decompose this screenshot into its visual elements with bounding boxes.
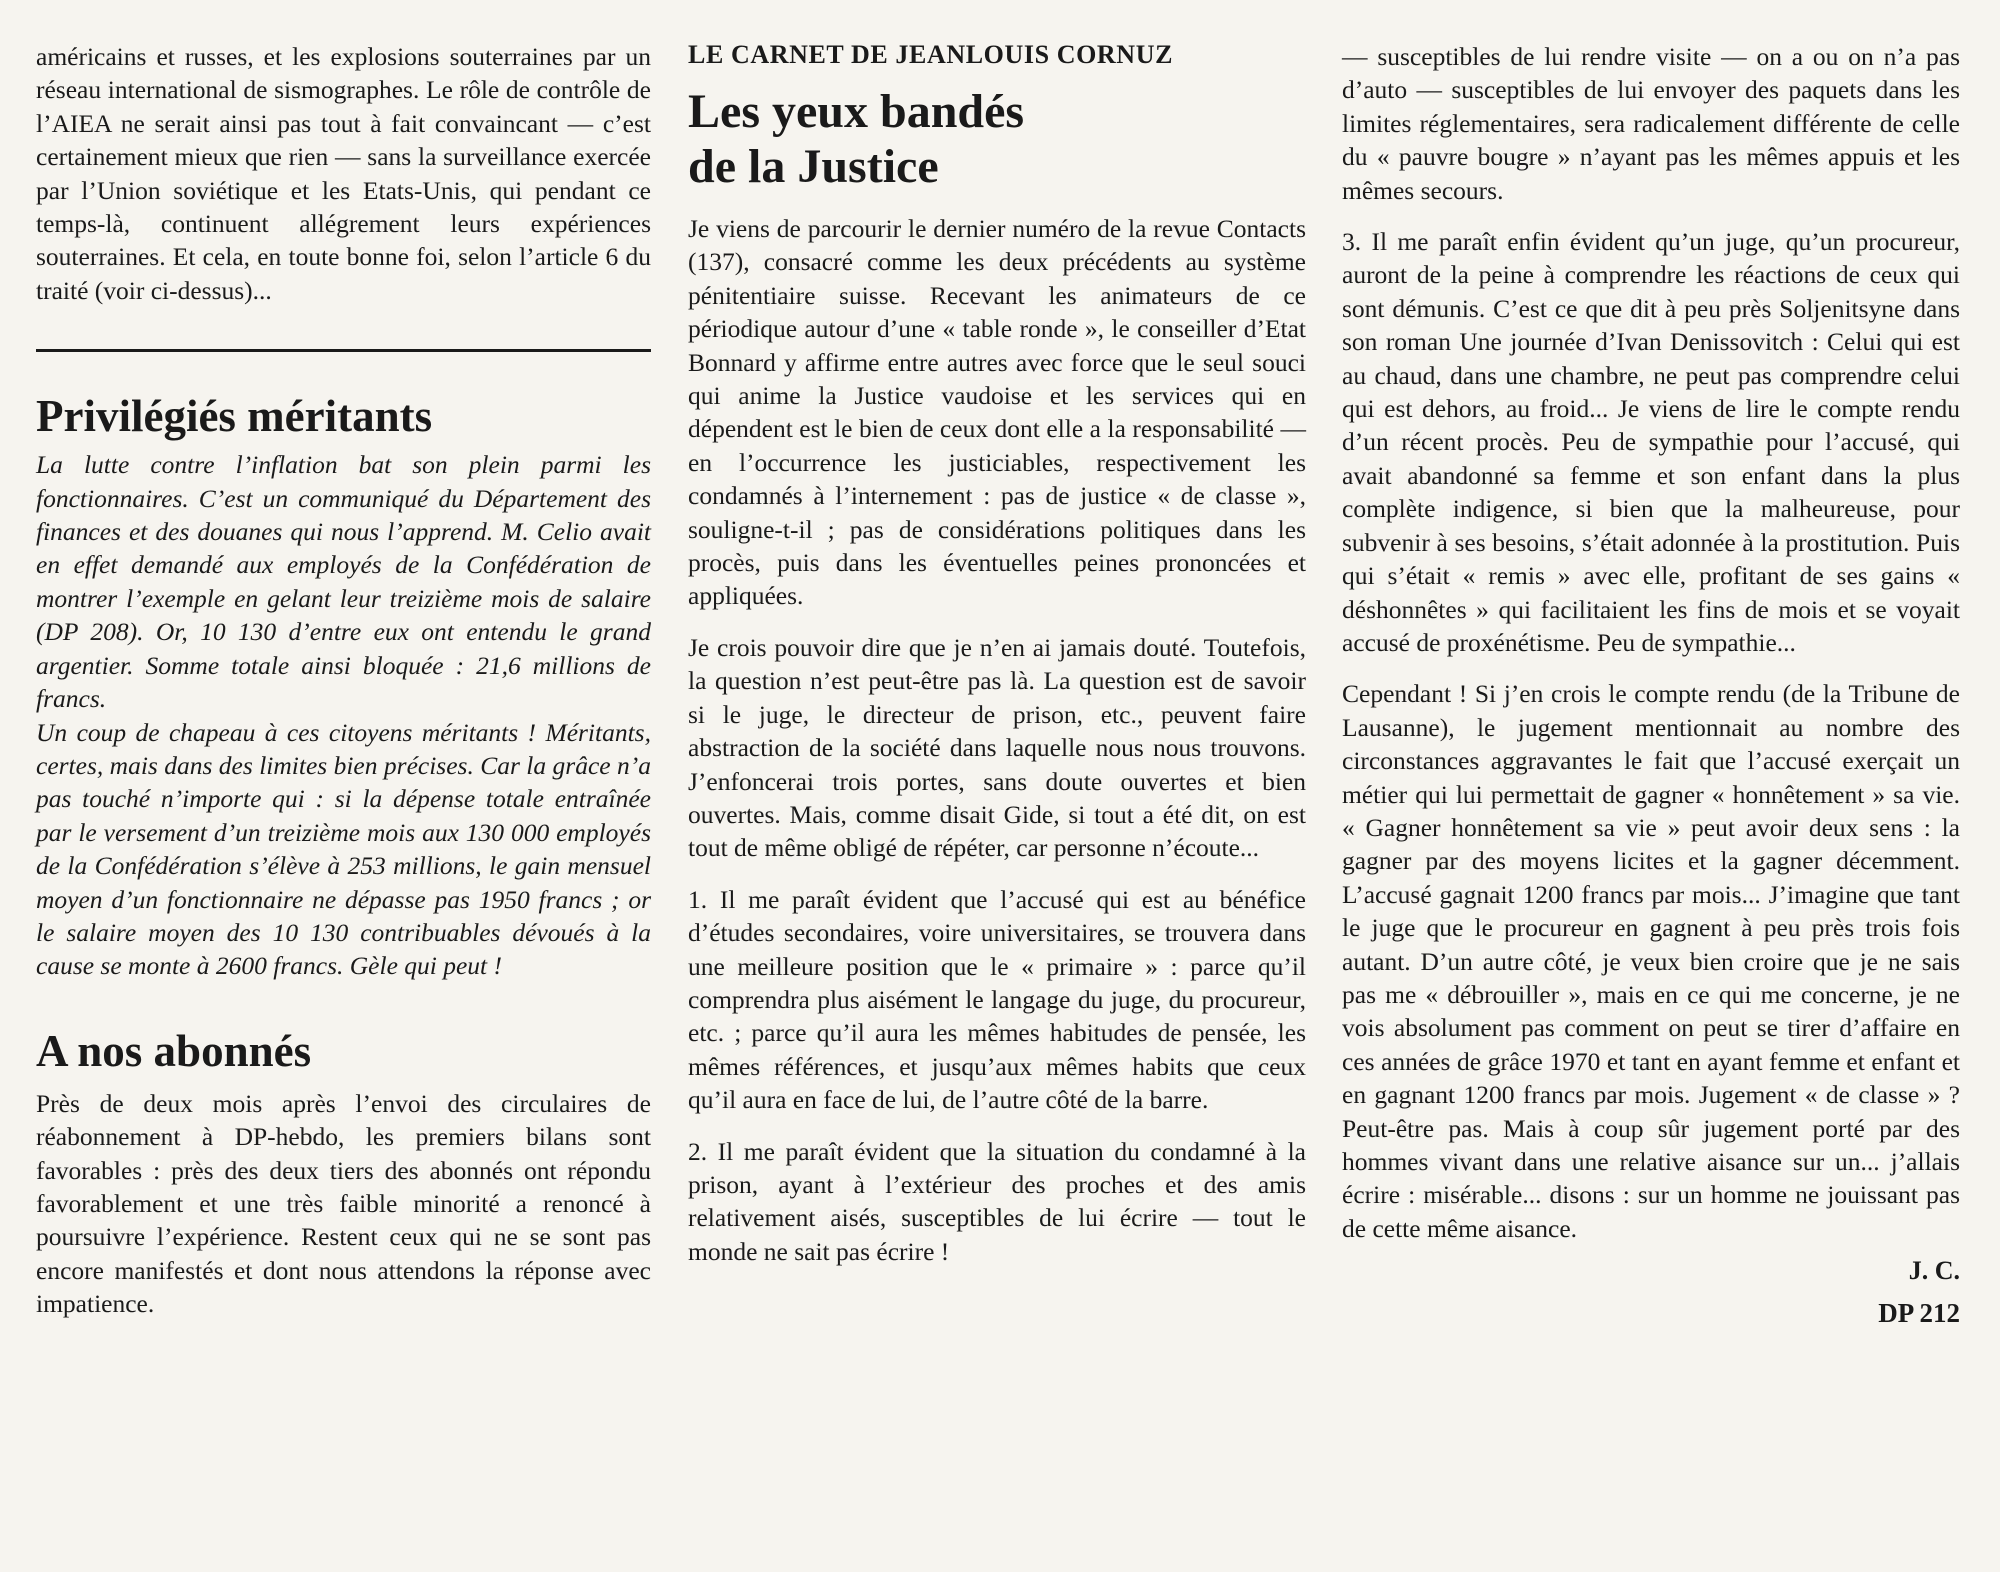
column-middle [688,40,1306,1268]
column-kicker: LE CARNET DE JEANLOUIS CORNUZ [688,40,1174,69]
article-paragraph-1: Je viens de parcourir le dernier numéro de la revue Contacts (137), consacré comme les deux précédents au système pénitentiaire suisse. Recevant les animateurs de ce périodique autour d’une « table ronde », le conseiller d’Etat Bonnard y affirme entre autres avec force que le seul souci qui anime la Justice vaudoise et les services qui en dépendent est le bien de ceux dont elle a la responsabilité — en l’occurrence les justiciables, respectivement les condamnés à l’internement : pas de justice « de classe », souligne-t-il ; pas de considérations politiques dans les procès, puis dans les éventuelles peines prononcées et appliquées. [688,214,1306,611]
column-right [1342,40,1960,1329]
issue-folio: DP 212 [1878,1298,1960,1329]
privileges-heading: Privilégiés méritants [36,391,433,442]
article-title-line-1: Les yeux bandés [688,85,1025,138]
article-paragraph-4: 2. Il me paraît évident que la situation du condamné à la prison, ayant à l’extérieur des proches et des amis relativement aisés, susceptibles de lui écrire — tout le monde ne sait pas écrire ! [688,1136,1306,1266]
article-paragraph-2: Je crois pouvoir dire que je n’en ai jamais douté. Toutefois, la question n’est peut-être pas là. La question est de savoir si le juge, le directeur de prison, etc., peuvent faire abstraction de la société dans laquelle nous nous trouvons. J’enfoncerai trois portes, sans doute ouvertes et bien ouvertes. Mais, comme disait Gide, si tout a été dit, on est tout de même obligé de répéter, car personne n’écoute... [688,632,1306,863]
subscribers-paragraph: Près de deux mois après l’envoi des circulaires de réabonnement à DP-hebdo, les premiers bilans sont favorables : près des deux tiers des abonnés ont répondu favorablement et une très faible minorité a renoncé à poursuivre l’expérience. Restent ceux qui ne se sont pas encore manifestés et dont nous attendons la réponse avec impatience. [36,1088,651,1319]
article-paragraph-5: — susceptibles de lui rendre visite — on a ou on n’a pas d’auto — susceptibles de lui envoyer des paquets dans les limites réglementaires, sera radicalement différente de celle du « pauvre bougre » n’ayant pas les mêmes appuis et les mêmes secours. [1342,42,1960,205]
privileges-paragraph-2: Un coup de chapeau à ces citoyens méritants ! Méritants, certes, mais dans des limites bien précises. Car la grâce n’a pas touché n’importe qui : si la dépense totale entraînée par le versement d’un treizième mois aux 130 000 employés de la Confédération s’élève à 253 millions, le gain mensuel moyen d’un fonctionnaire ne dépasse pas 1950 francs ; or le salaire moyen des 10 130 contribuables dévoués à la cause se monte à 2600 francs. Gèle qui peut ! [36,717,651,981]
article-paragraph-3: 1. Il me paraît évident que l’accusé qui est au bénéfice d’études secondaires, voire universitaires, se trouvera dans une meilleure position que le « primaire » : parce qu’il comprendra plus aisément le langage du juge, du procureur, etc. ; parce qu’il aura les mêmes habitudes de pensée, les mêmes références, et jusqu’aux mêmes habits que ceux qu’il aura en face de lui, de l’autre côté de la barre. [688,884,1306,1115]
author-signature: J. C. [1908,1256,1960,1286]
privileges-paragraph-1: La lutte contre l’inflation bat son plein parmi les fonctionnaires. C’est un communiqué du Département des finances et des douanes qui nous l’apprend. M. Celio avait en effet demandé aux employés de la Confédération de montrer l’exemple en gelant leur treizième mois de salaire (DP 208). Or, 10 130 d’entre eux ont entendu le grand argentier. Somme totale ainsi bloquée : 21,6 millions de francs. [36,450,651,714]
section-divider [36,349,651,352]
article-paragraph-6: 3. Il me paraît enfin évident qu’un juge, qu’un procureur, auront de la peine à comprendre les réactions de ceux qui sont démunis. C’est ce que dit à peu près Soljenitsyne dans son roman Une journée d’Ivan Denissovitch : Celui qui est au chaud, dans une chambre, ne peut pas comprendre celui qui est dehors, au froid... Je viens de lire le compte rendu d’un récent procès. Peu de sympathie pour l’accusé, qui avait abandonné sa femme et son enfant dans la plus complète indigence, si bien que la malheureuse, pour subvenir à ses besoins, s’était adonnée à la prostitution. Puis qui s’était « remis » avec elle, profitant de ses gains « déshonnêtes » qui facilitaient les fins de mois et se voyait accusé de proxénétisme. Peu de sympathie... [1342,227,1960,657]
article-paragraph-7: Cependant ! Si j’en crois le compte rendu (de la Tribune de Lausanne), le jugement mentionnait au nombre des circonstances aggravantes le fait que l’accusé exerçait un métier qui lui permettait de gagner « honnêtement » sa vie. « Gagner honnêtement sa vie » peut avoir deux sens : la gagner par des moyens licites et la gagner décemment. L’accusé gagnait 1200 francs par mois... J’imagine que tant le juge que le procureur en gagnent à peu près trois fois autant. D’un autre côté, je veux bien croire que je ne sais pas me « débrouiller », mais en ce qui me concerne, je ne vois absolument pas comment on peut se tirer d’affaire en ces années de grâce 1970 et tant en ayant femme et enfant et en gagnant 1200 francs par mois. Jugement « de classe » ? Peut-être pas. Mais à coup sûr jugement porté par des hommes vivant dans une relative aisance sur un... j’allais écrire : misérable... disons : sur un homme ne jouissant pas de cette même aisance. [1342,679,1960,1243]
article-title [688,84,1306,194]
subscribers-heading: A nos abonnés [36,1025,312,1076]
article-title-line-2: de la Justice [688,140,939,193]
column-left [36,40,651,1321]
intro-paragraph: américains et russes, et les explosions souterraines par un réseau international de sismographes. Le rôle de contrôle de l’AIEA ne serait ainsi pas tout à fait convaincant — c’est certainement mieux que rien — sans la surveillance exercée par l’Union soviétique et les Etats-Unis, qui pendant ce temps-là, continuent allégrement leurs expériences souterraines. Et cela, en toute bonne foi, selon l’article 6 du traité (voir ci-dessus)... [36,42,651,305]
